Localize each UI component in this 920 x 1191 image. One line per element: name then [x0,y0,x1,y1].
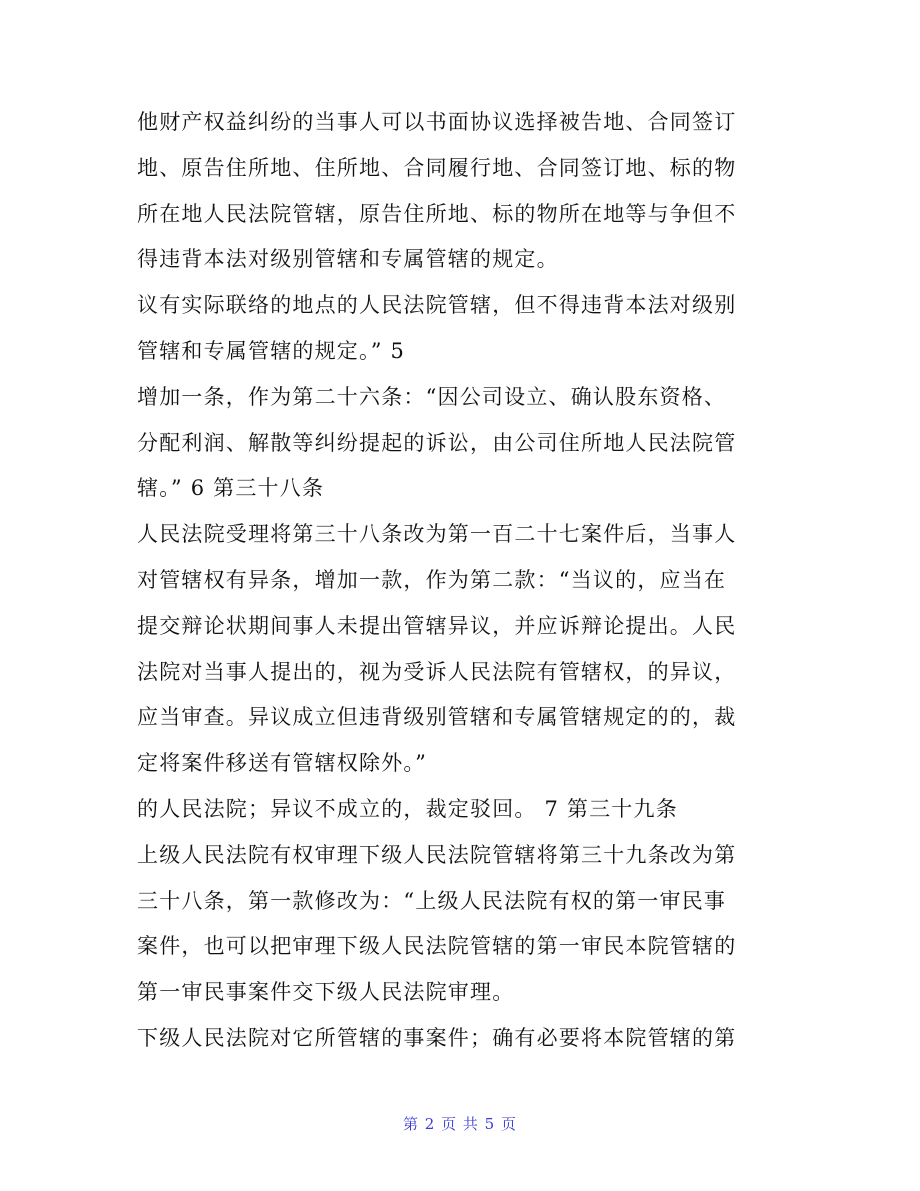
text-line: 增加一条，作为第二十六条：“因公司设立、确认股东资格、 [137,384,727,409]
text-line: 地、原告住所地、住所地、合同履行地、合同签订地、标的物 [137,155,737,180]
text-line: 人民法院受理将第三十八条改为第一百二十七案件后，当事人 [137,522,737,547]
document-body [137,100,787,1062]
text-line: 上级人民法院有权审理下级人民法院管辖将第三十九条改为第 [137,842,737,867]
text-line: 他财产权益纠纷的当事人可以书面协议选择被告地、合同签订 [137,110,737,134]
text-line: 法院对当事人提出的，视为受诉人民法院有管辖权，的异议， [137,659,737,684]
text-line: 议有实际联络的地点的人民法院管辖，但不得违背本法对级别 [137,293,737,318]
text-line: 三十八条，第一款修改为：“上级人民法院有权的第一审民事 [137,888,727,913]
text-line: 提交辩论状期间事人未提出管辖异议，并应诉辩论提出。人民 [137,613,737,638]
text-line: 应当审查。异议成立但违背级别管辖和专属管辖规定的的，裁 [137,705,737,730]
text-line: 分配利润、解散等纠纷提起的诉讼，由公司住所地人民法院管 [137,430,737,455]
text-line: 第一审民事案件交下级人民法院审理。 [137,980,515,1005]
text-line: 下级人民法院对它所管辖的事案件；确有必要将本院管辖的第 [137,1025,737,1050]
text-line: 对管辖权有异条，增加一款，作为第二款：“当议的，应当在 [137,567,727,592]
text-line: 所在地人民法院管辖，原告住所地、标的物所在地等与争但不 [137,201,737,226]
text-line: 得违背本法对级别管辖和专属管辖的规定。 [137,247,559,272]
text-line: 辖。” 6 第三十八条 [137,476,325,501]
text-line: 定将案件移送有管辖权除外。” [137,751,428,776]
page-number: 第 2 页 共 5 页 [403,1115,517,1133]
text-line: 管辖和专属管辖的规定。” 5 [137,338,406,363]
text-line: 案件，也可以把审理下级人民法院管辖的第一审民本院管辖的 [137,934,737,959]
text-line: 的人民法院；异议不成立的，裁定驳回。 7 第三十九条 [137,796,678,821]
page-footer [0,1113,920,1134]
